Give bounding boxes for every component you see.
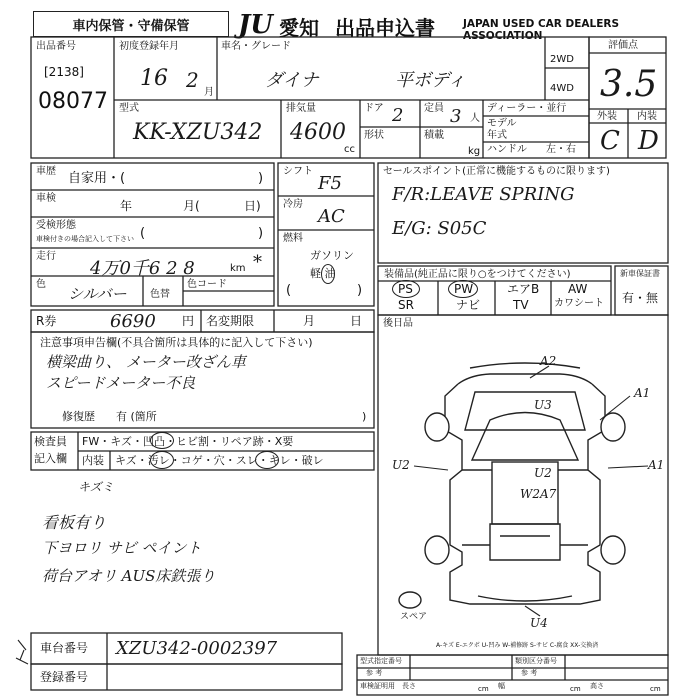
handle-options: 左・右 <box>546 144 576 155</box>
drive-4wd: 4WD <box>550 83 574 94</box>
ac-label: 冷房 <box>283 199 303 210</box>
displacement-unit: cc <box>344 144 355 155</box>
inspector-note-line3: 荷台アオリ AUS床鉄張り <box>42 567 216 585</box>
inspector-note-line2: 下ヨロリ サビ ペイント <box>42 539 202 557</box>
association-name: JAPAN USED CAR DEALERS ASSOCIATION <box>463 18 620 42</box>
rating-interior-label: 内装 <box>637 111 657 122</box>
history-value: 自家用・( <box>68 171 126 186</box>
inspector-handnote: キズミ <box>78 480 114 494</box>
registration-year: 16 <box>140 66 168 91</box>
mileage-unit: km <box>230 263 246 274</box>
inspection-day: 日) <box>244 199 261 213</box>
repair-close: ) <box>362 410 367 423</box>
diagram-label-a2: A2 <box>540 354 557 368</box>
inspection-label: 車検 <box>36 193 56 204</box>
car-name-value: ダイナ <box>265 70 319 91</box>
notes-label: 注意事項申告欄(不具合箇所は具体的に記入して下さい) <box>40 336 313 349</box>
selling-points-label: セールスポイント(正常に機能するものに限ります) <box>383 166 610 177</box>
diagram-legend: A-キズ E-エクボ U-凹み W-補修跡 S-サビ C-腐食 XX-交換済 <box>436 642 599 649</box>
history-label: 車歴 <box>36 166 56 177</box>
inspector-circle-dent <box>150 432 174 449</box>
doors-value: 2 <box>392 105 404 126</box>
spec-ref2: 参 考 <box>521 669 538 677</box>
inspection-month: 月( <box>183 199 200 213</box>
fuel-paren-open: ( <box>286 283 292 298</box>
spec-model-label: 型式指定番号 <box>360 657 402 665</box>
inspector-row2-label: 内装 <box>82 454 104 467</box>
spec-length: 長さ <box>402 682 416 690</box>
color-code-label: 色コード <box>187 279 227 290</box>
car-diagram <box>445 363 605 604</box>
model-value: KK-XZU342 <box>133 120 263 145</box>
fuel-label: 燃料 <box>283 233 303 244</box>
recycle-label: R券 <box>36 314 57 328</box>
color-value: シルバー <box>68 285 127 303</box>
load-unit: kg <box>468 146 481 157</box>
new-warranty-label: 新車保証書 <box>620 269 660 278</box>
equip-ps-circle <box>392 280 420 298</box>
displacement-label: 排気量 <box>286 103 316 114</box>
mileage-mark: * <box>253 252 262 273</box>
drive-2wd: 2WD <box>550 54 574 65</box>
equip-navi: ナビ <box>456 298 481 312</box>
form-title: 出品申込書 <box>335 16 435 40</box>
storage-label-text: 車内保管・守備保管 <box>72 18 190 34</box>
capacity-label: 定員 <box>424 103 444 114</box>
equip-sr: SR <box>398 298 414 312</box>
diagram-label-u4: U4 <box>530 616 548 630</box>
inspector-label2: 記入欄 <box>34 452 67 465</box>
spec-cm2: cm <box>570 685 581 693</box>
rating-exterior-label: 外装 <box>597 111 617 122</box>
repair-label: 修復歴 <box>62 410 95 423</box>
registration-label: 初度登録年月 <box>119 41 179 52</box>
shape-label: 形状 <box>364 130 384 141</box>
lot-number: 08077 <box>38 89 108 114</box>
diagram-label-u3: U3 <box>534 398 552 412</box>
inspector-circle-scuff <box>255 451 279 469</box>
rating-score: 3.5 <box>600 64 658 105</box>
capacity-value: 3 <box>450 106 462 127</box>
mileage-label: 走行 <box>36 251 56 262</box>
recycle-value: 6690 <box>110 311 156 332</box>
car-grade-value: 平ボディ <box>395 70 466 91</box>
diagram-label-a1-right: A1 <box>634 386 651 400</box>
history-close: ) <box>258 171 264 186</box>
new-warranty-value: 有・無 <box>622 291 659 305</box>
inspector-label1: 検査員 <box>34 435 67 448</box>
registration-month: 2 <box>186 68 199 92</box>
equip-pw: PW <box>454 282 474 296</box>
diagram-label-spare: スペア <box>400 612 428 622</box>
model-label: 型式 <box>119 103 139 114</box>
brand-name: 愛知 <box>279 16 319 40</box>
fuel-paren-close: ) <box>357 283 363 298</box>
dealer-label: ディーラー・並行 <box>487 103 567 114</box>
equip-aw: AW <box>568 282 588 296</box>
rating-label: 評価点 <box>608 40 638 51</box>
equip-ps: PS <box>398 282 413 296</box>
registration-month-unit: 月 <box>204 87 214 98</box>
diagram-label-u2-center: U2 <box>534 466 552 480</box>
rear-label: 後日品 <box>383 318 413 329</box>
shift-label: シフト <box>283 166 313 177</box>
chassis-label: 車台番号 <box>40 641 89 655</box>
mileage-value: 4万0千6 2 8 <box>90 258 195 279</box>
equipment-label: 装備品(純正品に限り○をつけてください) <box>384 269 571 280</box>
capacity-unit: 人 <box>470 113 480 124</box>
dealer-year-label: 年式 <box>487 130 507 141</box>
name-change-month: 月 <box>303 314 316 328</box>
fuel-diesel-circle <box>321 264 335 284</box>
chassis-value: XZU342-0002397 <box>116 638 278 659</box>
notes-line2: スピードメーター不良 <box>46 374 196 392</box>
fuel-diesel: 軽 油 <box>310 267 336 280</box>
receipt-note: 車検付きの場合記入して下さい <box>36 235 134 243</box>
lot-label: 出品番号 <box>36 41 76 52</box>
color-swap-label: 色替 <box>150 289 170 300</box>
spec-cert-label: 車検証明用 <box>360 682 395 690</box>
inspector-note-line1: 看板有り <box>42 513 107 532</box>
handle-label: ハンドル <box>487 144 527 155</box>
spec-height: 高さ <box>590 682 604 690</box>
color-label: 色 <box>36 279 46 290</box>
lot-bracket: [2138] <box>44 65 84 79</box>
rating-exterior: C <box>600 126 620 156</box>
receipt-open: ( <box>140 226 146 241</box>
receipt-close: ) <box>258 226 264 241</box>
reg-number-label: 登録番号 <box>40 670 89 684</box>
repair-value: 有 (箇所 <box>116 410 157 423</box>
selling-points-line2: E/G: S05C <box>392 218 487 239</box>
spec-width: 幅 <box>498 682 505 690</box>
displacement-value: 4600 <box>290 120 346 145</box>
spec-cm3: cm <box>650 685 661 693</box>
ju-logo: JU <box>238 10 273 40</box>
equip-airbag: エアB <box>507 282 540 296</box>
inspector-row2: キズ・汚レ・コゲ・穴・スレ・キレ・破レ <box>115 454 324 467</box>
recycle-unit: 円 <box>182 314 195 328</box>
load-label: 積載 <box>424 130 444 141</box>
notes-line1: 横梁曲り、 メーター改ざん車 <box>46 353 246 371</box>
equip-leather: カワシート <box>554 298 604 309</box>
equip-pw-circle <box>448 280 478 298</box>
inspector-circle-dirt <box>150 451 174 469</box>
spec-cm1: cm <box>478 685 489 693</box>
ac-value: AC <box>318 206 345 227</box>
shift-value: F5 <box>318 173 342 194</box>
diagram-label-a1-side: A1 <box>648 458 665 472</box>
spec-ref1: 参 考 <box>366 669 383 677</box>
name-change-label: 名変期限 <box>206 314 255 328</box>
inspection-year: 年 <box>120 199 133 213</box>
diagram-label-u2-left: U2 <box>392 458 410 472</box>
inspector-row1: FW・キズ・凹凸・ヒビ割・リペア跡・X要 <box>82 435 294 448</box>
fuel-gasoline: ガソリン <box>310 249 354 262</box>
dealer-model-label: モデル <box>487 118 517 129</box>
name-change-day: 日 <box>350 314 363 328</box>
rating-interior: D <box>638 126 659 156</box>
selling-points-line1: F/R:LEAVE SPRING <box>392 184 575 205</box>
receipt-label: 受検形態 <box>36 220 76 231</box>
equip-tv: TV <box>513 298 529 312</box>
spec-class-label: 類別区分番号 <box>515 657 557 665</box>
doors-label: ドア <box>364 103 384 114</box>
car-name-label: 車名・グレード <box>221 41 291 52</box>
diagram-label-w2a7: W2A7 <box>520 487 557 501</box>
